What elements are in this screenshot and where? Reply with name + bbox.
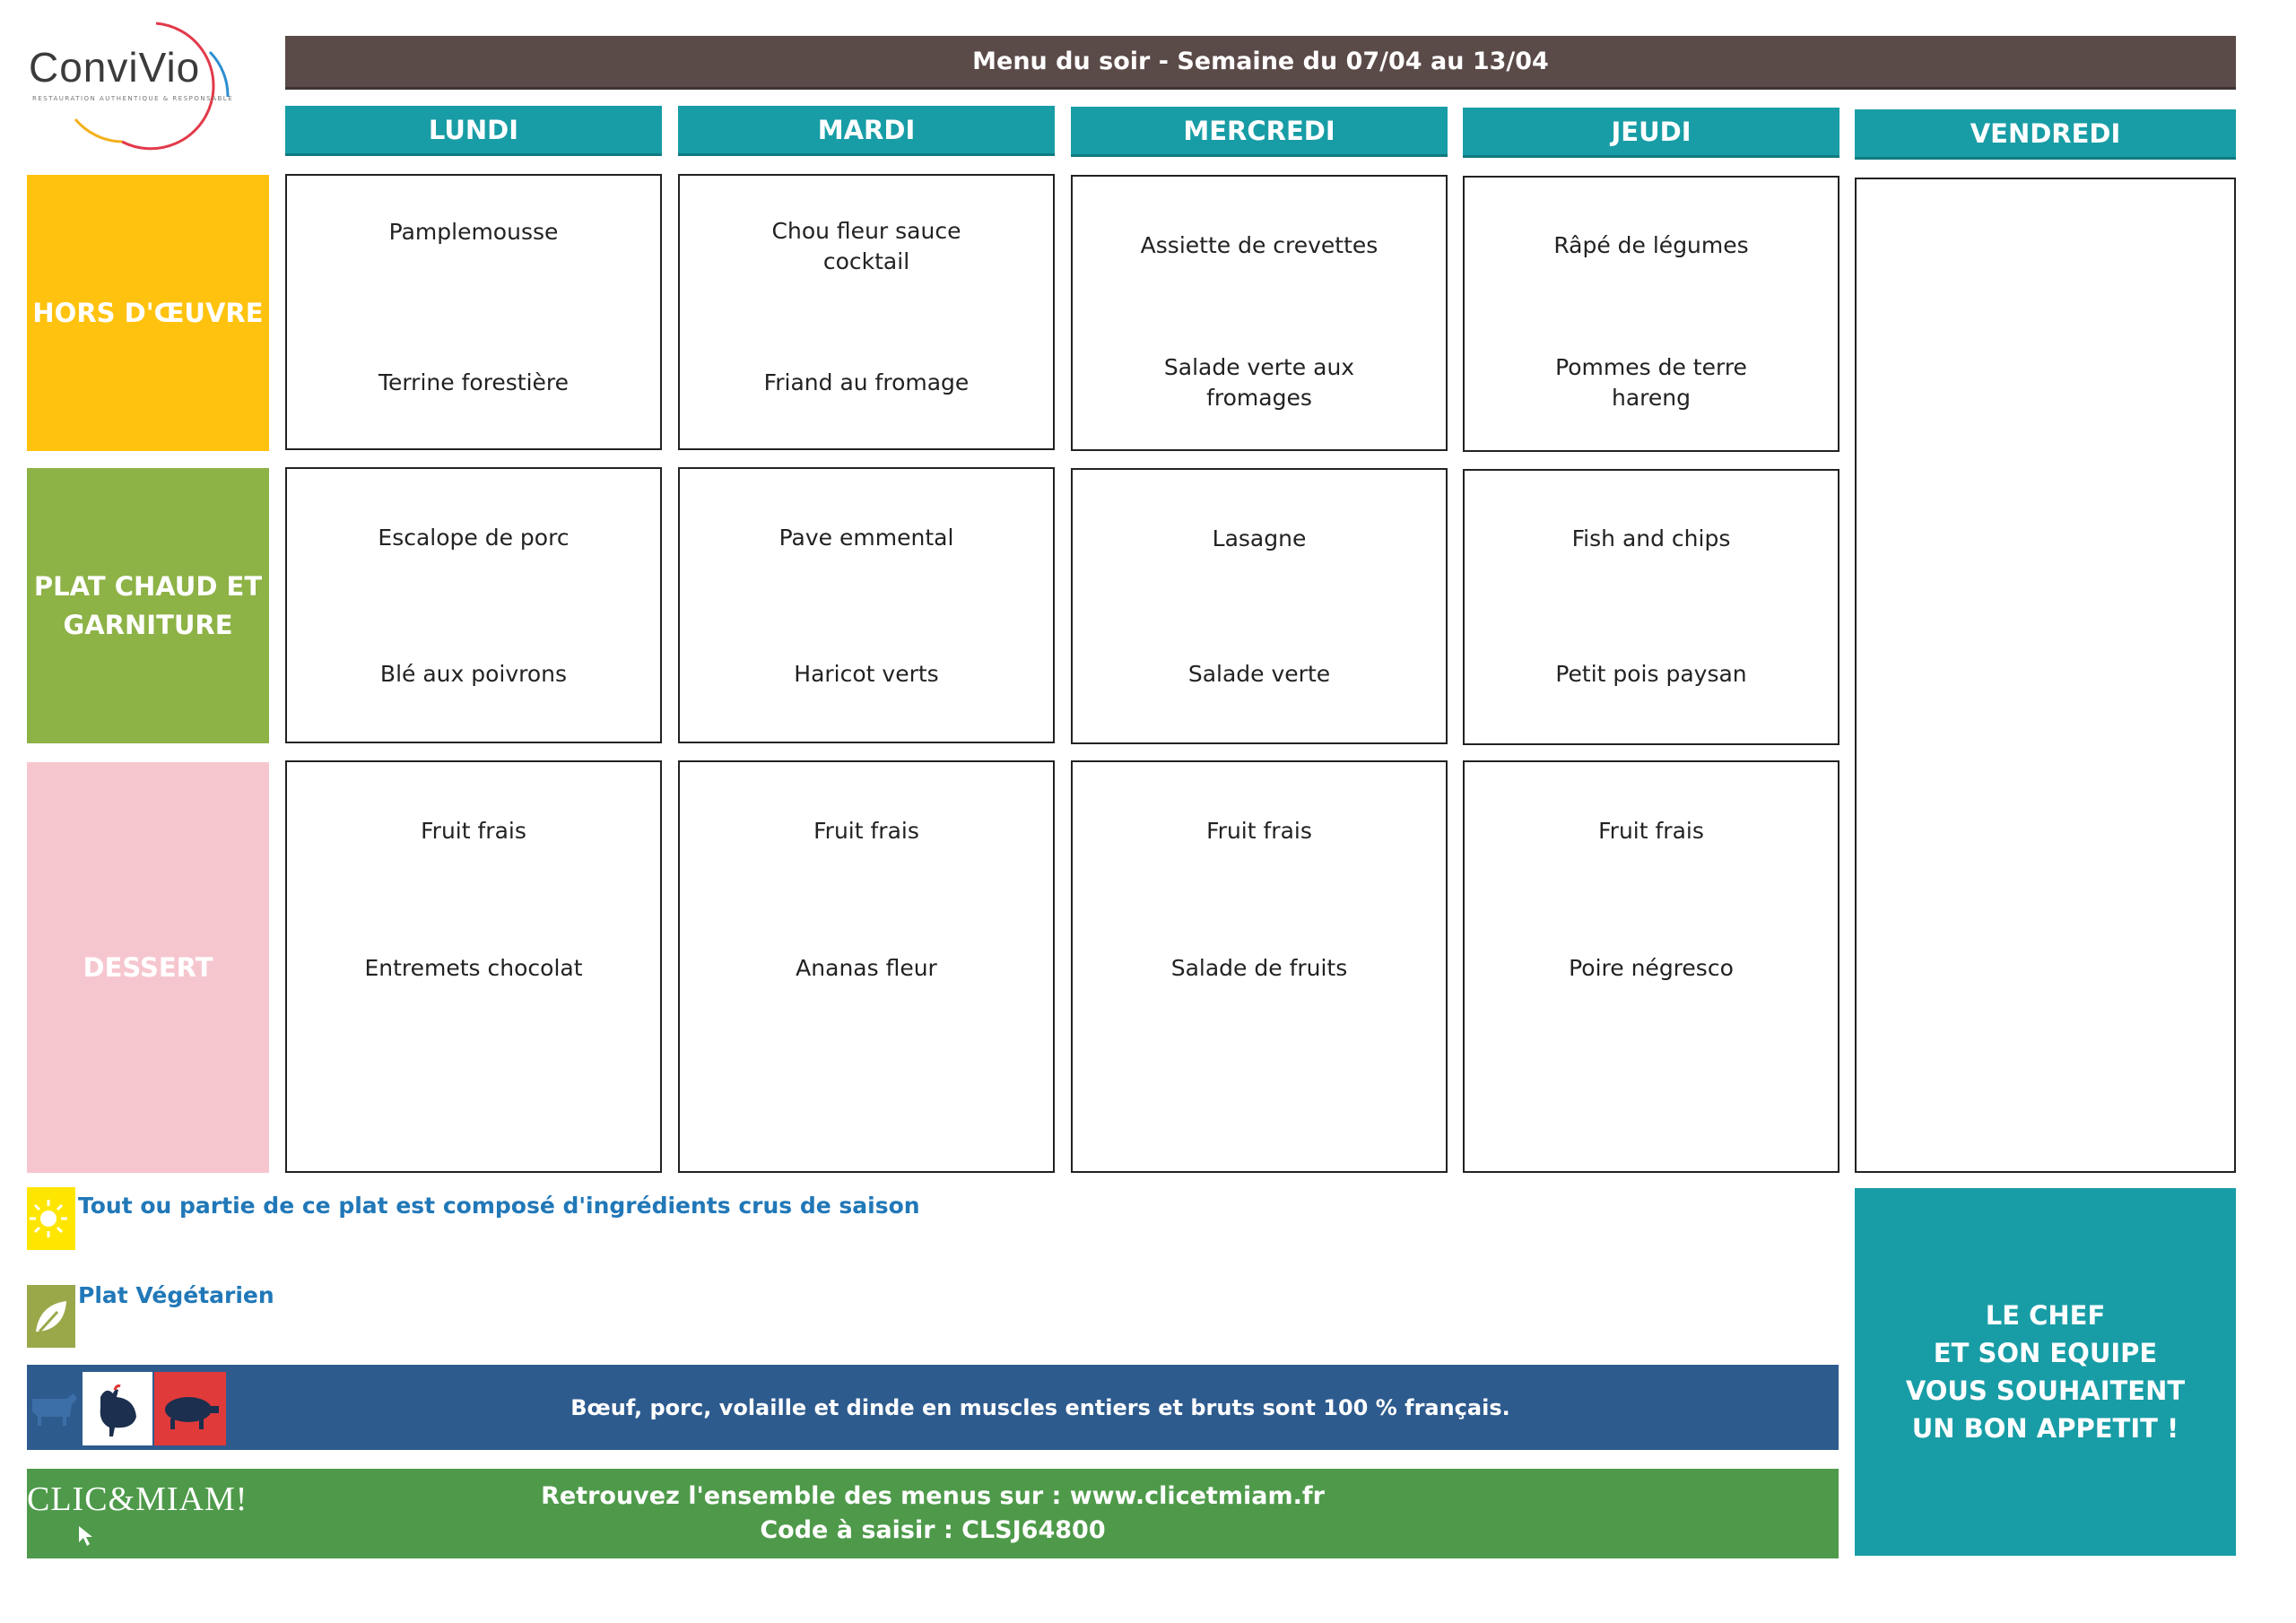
cell-mardi-plat (678, 467, 1055, 743)
clicetmiam-line2: Code à saisir : CLSJ64800 (760, 1516, 1106, 1544)
cell-jeudi-plat (1463, 469, 1839, 745)
chef-line2: ET SON EQUIPE (1933, 1337, 2158, 1368)
clicetmiam-line1: Retrouvez l'ensemble des menus sur : www.clicetmiam.fr (541, 1482, 1325, 1511)
cursor-icon (77, 1524, 95, 1551)
menu-item: Escalope de porc (378, 525, 570, 551)
menu-item: Entremets chocolat (364, 955, 583, 981)
cell-mercredi-hors-doeuvre (1071, 175, 1448, 451)
menu-item: Haricot verts (794, 661, 939, 687)
cell-lundi-dessert (285, 760, 662, 1173)
menu-item: Chou fleur sauce cocktail (771, 218, 961, 274)
day-header-mercredi: MERCREDI (1071, 107, 1448, 157)
origin-bar-text: Bœuf, porc, volaille et dinde en muscles entiers et bruts sont 100 % français. (570, 1394, 1510, 1420)
menu-title-bar: Menu du soir - Semaine du 07/04 au 13/04 (285, 36, 2236, 90)
menu-item: Salade verte aux fromages (1163, 354, 1355, 411)
origin-bar (27, 1365, 1839, 1450)
category-hors-doeuvre (27, 175, 269, 451)
chef-message-box (1855, 1188, 2236, 1556)
vegetarian-leaf-icon (27, 1285, 75, 1348)
day-header-jeudi: JEUDI (1463, 108, 1839, 158)
category-plat-chaud (27, 468, 269, 743)
cell-jeudi-dessert (1463, 760, 1839, 1173)
menu-item: Lasagne (1212, 525, 1307, 551)
logo-tagline: RESTAURATION AUTHENTIQUE & RESPONSABLE (32, 95, 234, 102)
legend-saison-text: Tout ou partie de ce plat est composé d'ingrédients crus de saison (78, 1193, 920, 1219)
day-header-lundi: LUNDI (285, 106, 662, 156)
cell-mardi-hors-doeuvre (678, 174, 1055, 450)
cell-mardi-dessert (678, 760, 1055, 1173)
menu-item: Poire négresco (1569, 955, 1734, 981)
menu-item: Pommes de terre hareng (1555, 354, 1747, 411)
pig-icon (154, 1372, 226, 1445)
cell-vendredi-empty (1855, 178, 2236, 1173)
chef-line1: LE CHEF (1985, 1299, 2106, 1331)
category-dessert-label: DESSERT (83, 951, 213, 983)
menu-item: Fruit frais (813, 818, 919, 844)
category-hors-doeuvre-label: HORS D'ŒUVRE (32, 297, 264, 328)
chicken-icon (83, 1372, 152, 1445)
menu-item: Salade verte (1187, 661, 1331, 687)
menu-item: Assiette de crevettes (1140, 232, 1378, 258)
menu-item: Friand au fromage (763, 369, 970, 395)
logo-wordmark: ConviVio (29, 44, 201, 91)
cow-icon (27, 1372, 81, 1445)
cell-jeudi-hors-doeuvre (1463, 176, 1839, 452)
day-header-mardi: MARDI (678, 106, 1055, 156)
menu-item: Ananas fleur (796, 955, 937, 981)
cell-lundi-hors-doeuvre (285, 174, 662, 450)
category-plat-chaud-label-line1: PLAT CHAUD ET (33, 571, 263, 603)
cell-mercredi-plat (1071, 468, 1448, 744)
menu-item: Pamplemousse (388, 219, 559, 245)
day-header-vendredi: VENDREDI (1855, 109, 2236, 160)
chef-line3: VOUS SOUHAITENT (1905, 1376, 2186, 1406)
menu-item: Pave emmental (778, 525, 954, 551)
menu-item: Blé aux poivrons (379, 661, 568, 687)
menu-item: Fruit frais (421, 818, 526, 844)
legend-vegetarien-text: Plat Végétarien (78, 1282, 274, 1308)
convivio-logo (22, 16, 255, 151)
chef-line4: UN BON APPETIT ! (1911, 1413, 2179, 1445)
menu-item: Terrine forestière (378, 369, 570, 395)
menu-item: Fruit frais (1206, 818, 1312, 844)
menu-item: Râpé de légumes (1553, 232, 1749, 258)
category-dessert (27, 762, 269, 1173)
category-plat-chaud-label-line2: GARNITURE (63, 609, 233, 640)
menu-item: Fruit frais (1598, 818, 1704, 844)
cell-mercredi-dessert (1071, 760, 1448, 1173)
menu-item: Petit pois paysan (1555, 661, 1747, 687)
clicetmiam-bar (27, 1469, 1839, 1558)
menu-item: Salade de fruits (1170, 955, 1348, 981)
menu-item: Fish and chips (1571, 525, 1731, 551)
sun-icon (27, 1187, 75, 1250)
clicetmiam-logo: CLIC&MIAM! (27, 1480, 248, 1518)
cell-lundi-plat (285, 467, 662, 743)
